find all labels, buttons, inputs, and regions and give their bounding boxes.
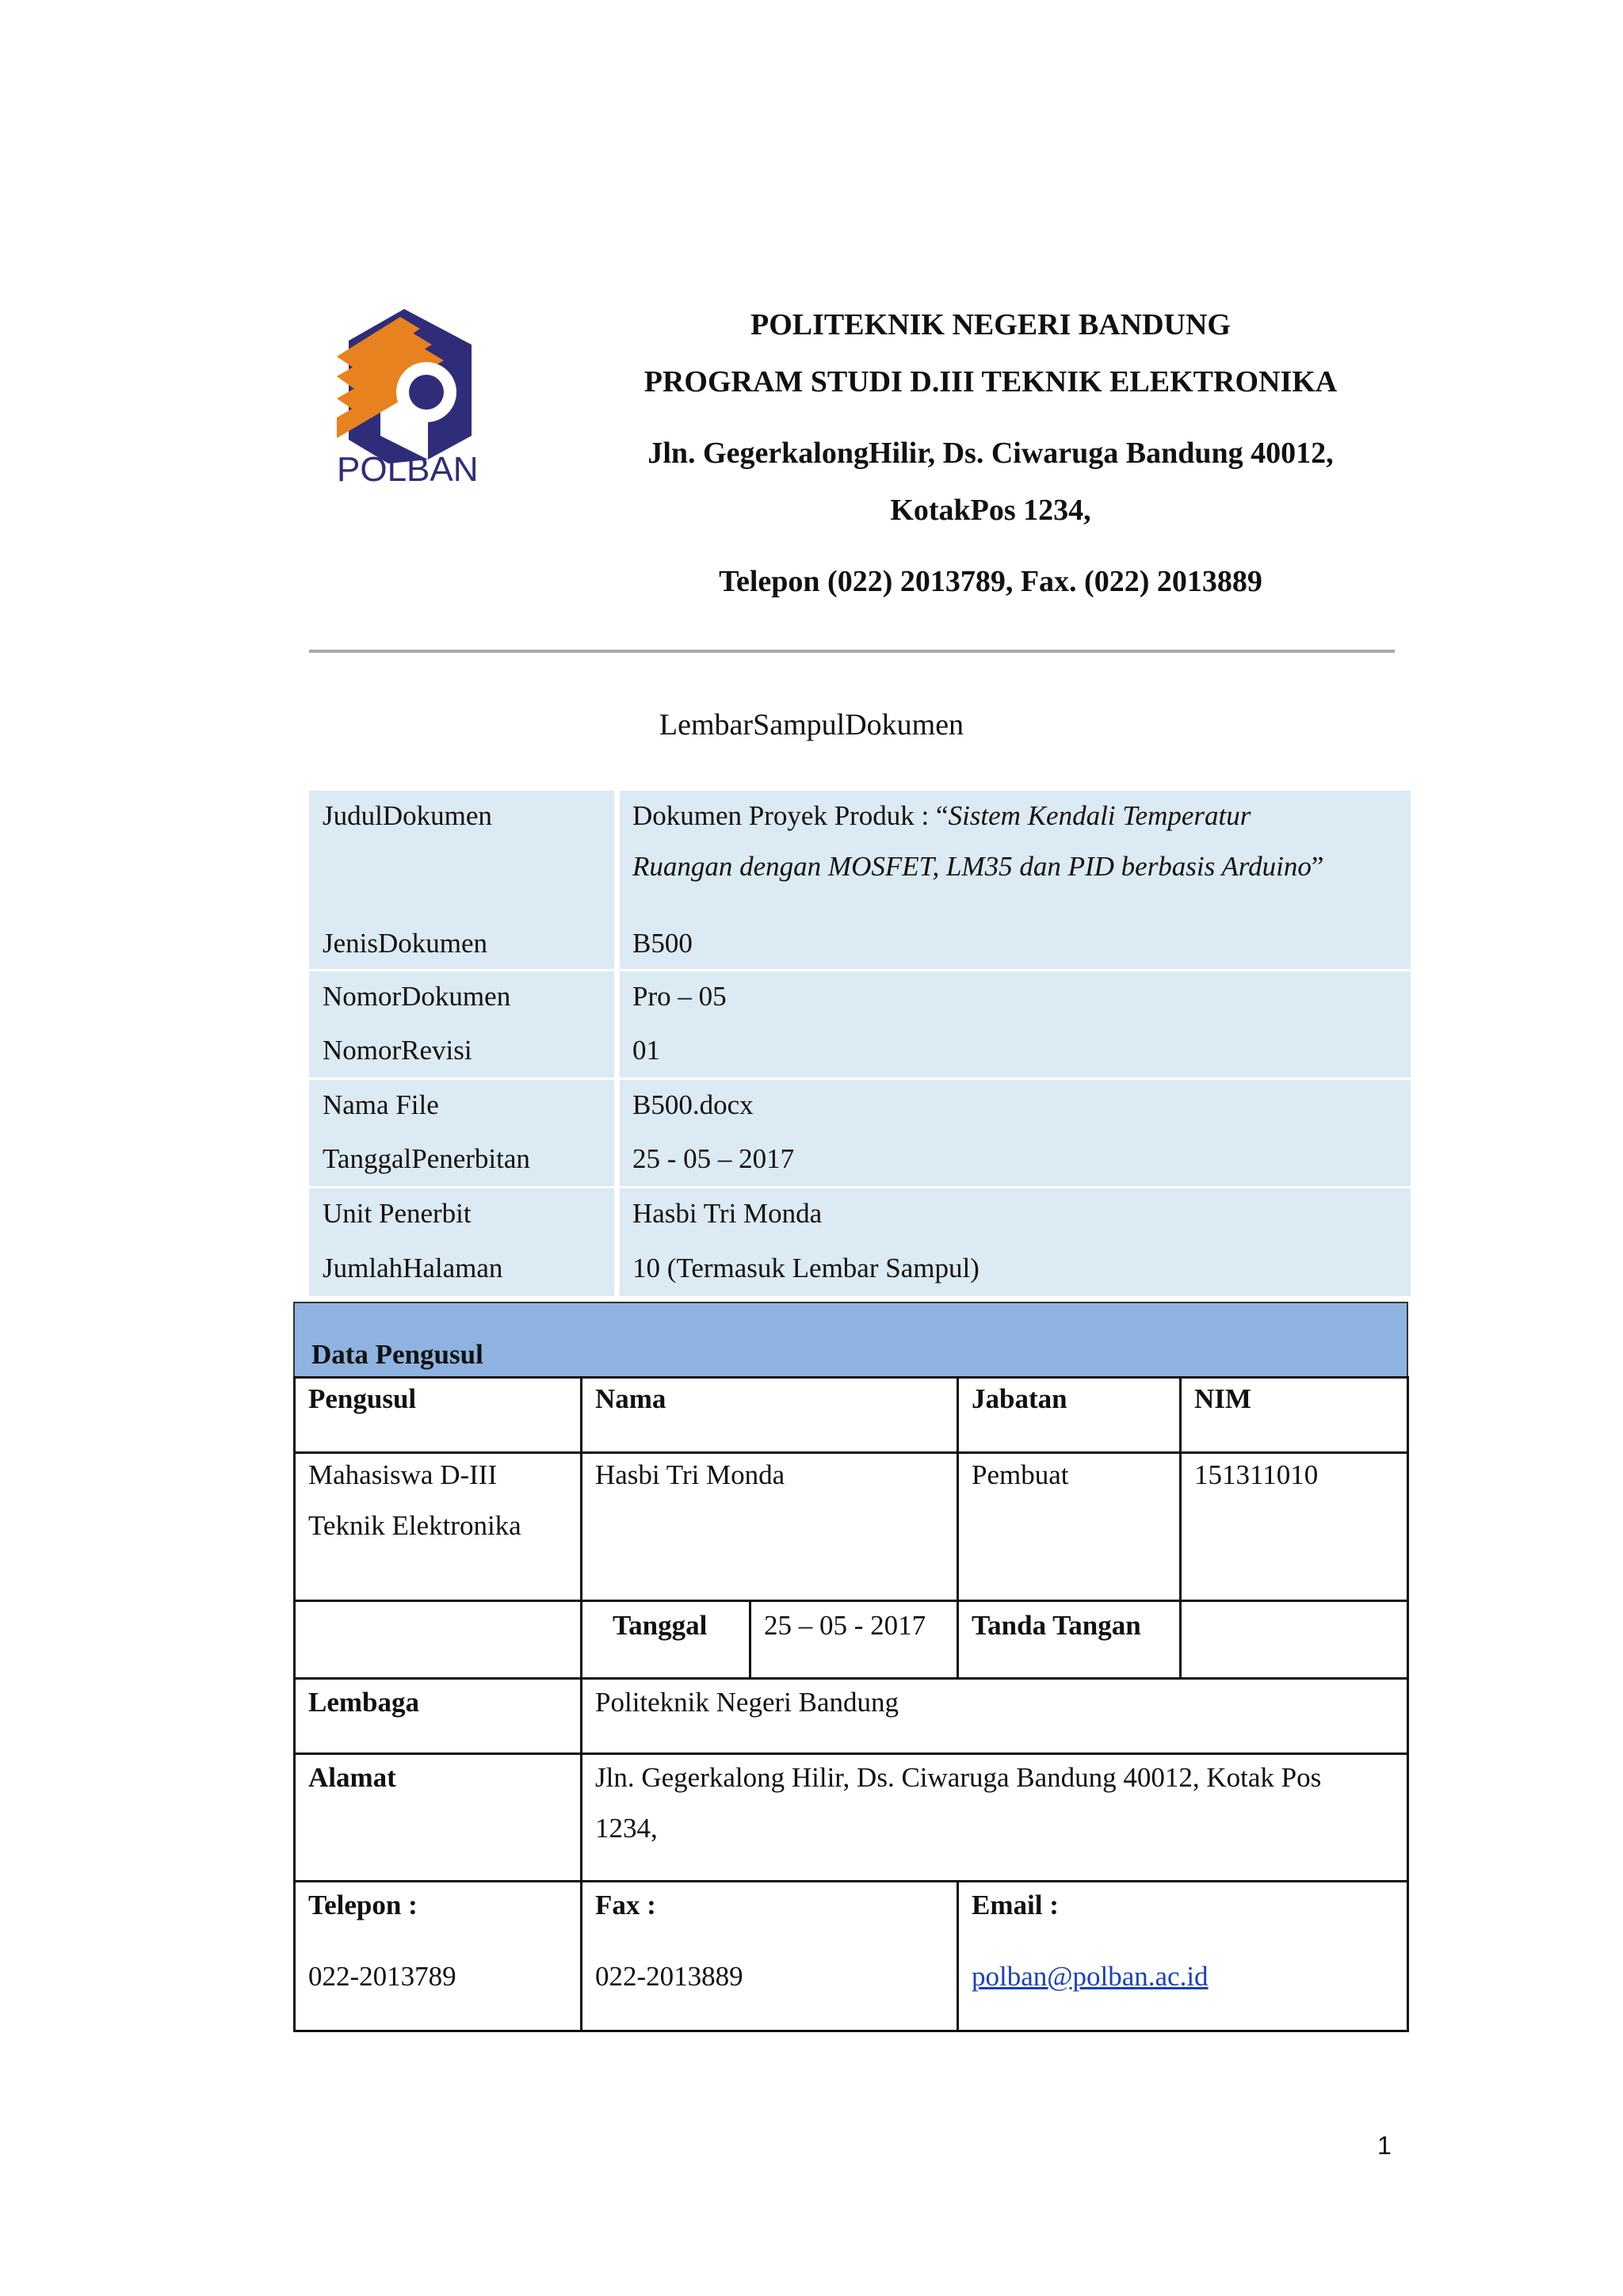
tanggal-penerbitan-label: TanggalPenerbitan <box>323 1143 530 1174</box>
jabatan-value: Pembuat <box>972 1459 1069 1490</box>
data-pengusul-label: Data Pengusul <box>311 1339 483 1370</box>
halaman-label: JumlahHalaman <box>323 1253 503 1283</box>
grid-line <box>957 1376 959 1677</box>
tanda-tangan-label: Tanda Tangan <box>972 1610 1141 1641</box>
pengusul-value-line2: Teknik Elektronika <box>308 1510 521 1541</box>
nomor-value: Pro – 05 <box>632 981 727 1012</box>
email-value[interactable] <box>972 1951 1209 2002</box>
grid-line <box>293 1376 296 2032</box>
header-jabatan: Jabatan <box>972 1383 1067 1414</box>
nomor-label: NomorDokumen <box>323 981 511 1012</box>
header-pengusul: Pengusul <box>308 1383 417 1414</box>
unit-value: Hasbi Tri Monda <box>632 1198 823 1229</box>
email-link[interactable]: polban@polban.ac.id <box>972 1961 1209 1992</box>
tanggal-penerbitan-value: 25 - 05 – 2017 <box>632 1143 795 1174</box>
halaman-value: 10 (Termasuk Lembar Sampul) <box>632 1253 980 1283</box>
header-nim: NIM <box>1194 1383 1251 1414</box>
grid-line <box>293 1880 1409 1882</box>
fax-value: 022-2013889 <box>595 1961 743 1992</box>
alamat-value-line1: Jln. Gegerkalong Hilir, Ds. Ciwaruga Bandung 40012, Kotak Pos <box>595 1762 1322 1793</box>
pengusul-value-line1: Mahasiswa D-III <box>308 1459 498 1490</box>
nama-value: Hasbi Tri Monda <box>595 1459 785 1490</box>
nim-value: 151311010 <box>1194 1459 1319 1490</box>
tanggal-label: Tanggal <box>613 1610 708 1641</box>
revisi-value: 01 <box>632 1035 660 1066</box>
column-divider <box>614 791 620 1296</box>
grid-line <box>957 1880 959 2032</box>
alamat-value-line2: 1234, <box>595 1813 658 1844</box>
grid-line <box>580 1376 582 2032</box>
judul-value: Dokumen Proyek Produk : “Sistem Kendali Temperatur Ruangan dengan MOSFET, LM35 dan PID berbasis Arduino” <box>632 800 1324 882</box>
header-nama: Nama <box>595 1383 666 1414</box>
institution-name: POLITEKNIK NEGERI BANDUNG <box>750 308 1231 341</box>
grid-line <box>293 2030 1409 2032</box>
program-name: PROGRAM STUDI D.III TEKNIK ELEKTRONIKA <box>643 365 1338 399</box>
file-value: B500.docx <box>632 1089 754 1120</box>
contact-line: Telepon (022) 2013789, Fax. (022) 2013889 <box>719 565 1262 598</box>
file-label: Nama File <box>323 1089 439 1120</box>
lembaga-label: Lembaga <box>308 1687 419 1718</box>
email-label: Email : <box>972 1890 1059 1920</box>
revisi-label: NomorRevisi <box>323 1035 472 1066</box>
document-title: LembarSampulDokumen <box>659 708 964 742</box>
grid-line <box>1407 1376 1409 2032</box>
telepon-label: Telepon : <box>308 1890 418 1920</box>
alamat-label: Alamat <box>308 1762 396 1793</box>
unit-label: Unit Penerbit <box>323 1198 472 1229</box>
jenis-value: B500 <box>632 928 693 959</box>
page-number: 1 <box>1377 2131 1392 2160</box>
address-line-1: Jln. GegerkalongHilir, Ds. Ciwaruga Bandung 40012, <box>647 437 1334 470</box>
tanggal-value: 25 – 05 - 2017 <box>764 1610 926 1641</box>
lembaga-value: Politeknik Negeri Bandung <box>595 1687 899 1718</box>
address-line-2: KotakPos 1234, <box>890 494 1091 527</box>
fax-label: Fax : <box>595 1890 656 1920</box>
grid-line <box>1179 1376 1182 1677</box>
jenis-label: JenisDokumen <box>323 928 488 959</box>
logo-wordmark: POLBAN <box>337 450 479 489</box>
grid-line <box>749 1600 751 1677</box>
header-divider <box>309 650 1395 653</box>
telepon-value: 022-2013789 <box>308 1961 456 1992</box>
data-pengusul-table <box>293 1376 1409 2032</box>
judul-label: JudulDokumen <box>323 800 492 831</box>
